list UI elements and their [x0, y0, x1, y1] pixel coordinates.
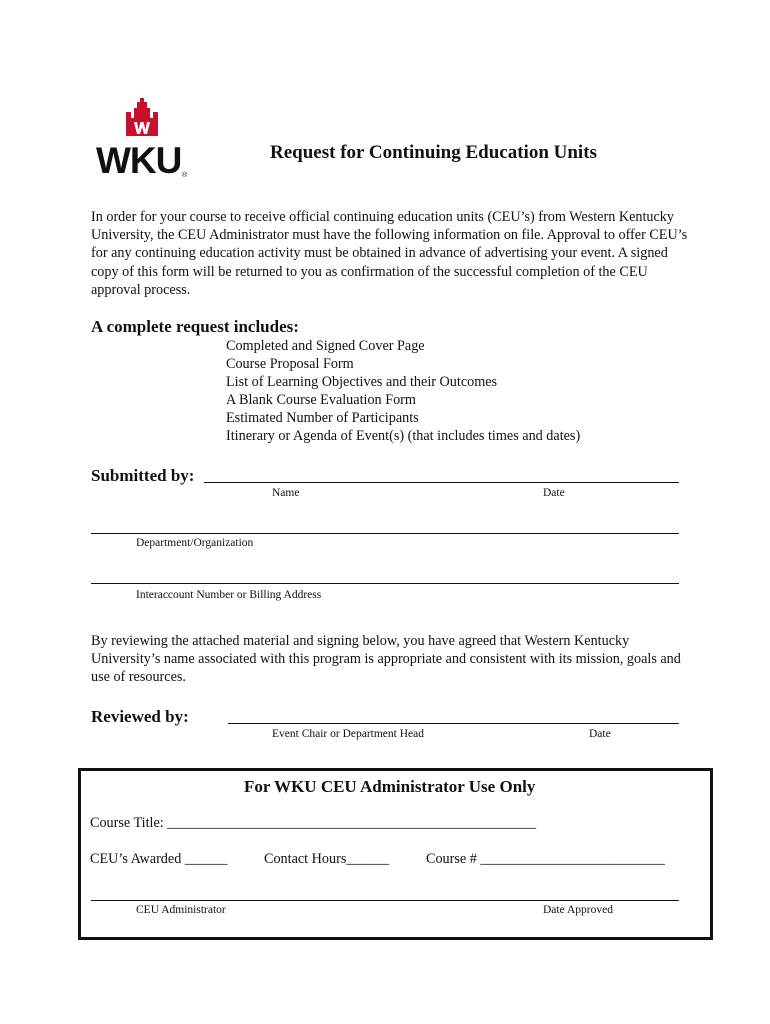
department-line[interactable]	[91, 533, 679, 534]
contact-hours-field[interactable]: Contact Hours______	[264, 851, 389, 867]
admin-title: For WKU CEU Administrator Use Only	[244, 777, 536, 796]
submitted-by-label: Submitted by:	[91, 466, 195, 485]
list-item: Completed and Signed Cover Page	[226, 338, 425, 354]
admin-signature-line[interactable]	[91, 900, 679, 901]
logo-wordmark: WKU	[96, 140, 182, 181]
billing-caption: Interaccount Number or Billing Address	[136, 589, 322, 601]
department-caption: Department/Organization	[136, 537, 254, 549]
list-item: Itinerary or Agenda of Event(s) (that includes times and dates)	[226, 428, 581, 445]
wku-logo	[96, 98, 192, 184]
registered-mark: ®	[182, 172, 188, 179]
agreement-paragraph: By reviewing the attached material and signing below, you have agreed that Western Kentucky University’s name associated with this program is appropriate and consistent with its mission, goals and use of resources.	[91, 633, 681, 686]
intro-paragraph: In order for your course to receive official continuing education units (CEU’s) from Western Kentucky University, the CEU Administrator must have the following information on file. Approval to offer CEU’s for any continuing education activity must be obtained in advance of advertising your event. A signed copy of this form will be returned to you as confirmation of the successful completion of the CEU approval process.	[91, 209, 688, 298]
reviewed-signature-line[interactable]	[228, 723, 679, 724]
list-item: List of Learning Objectives and their Outcomes	[226, 374, 498, 391]
name-caption: Name	[272, 487, 300, 499]
list-item: Estimated Number of Participants	[226, 410, 419, 427]
page-title: Request for Continuing Education Units	[270, 142, 597, 163]
date-caption: Date	[543, 487, 565, 499]
request-list	[226, 337, 580, 446]
wku-tower-icon	[126, 98, 158, 136]
submitted-signature-line[interactable]	[204, 482, 679, 483]
list-item: A Blank Course Evaluation Form	[226, 392, 416, 409]
course-number-field[interactable]: Course # __________________________	[426, 851, 665, 867]
list-item: Course Proposal Form	[226, 356, 354, 373]
reviewed-by-label: Reviewed by:	[91, 707, 189, 726]
chair-caption: Event Chair or Department Head	[272, 728, 424, 740]
date-approved-caption: Date Approved	[543, 904, 613, 916]
reviewed-date-caption: Date	[589, 728, 611, 740]
administrator-caption: CEU Administrator	[136, 904, 226, 916]
billing-line[interactable]	[91, 583, 679, 584]
ceus-awarded-field[interactable]: CEU’s Awarded ______	[90, 851, 228, 867]
request-heading: A complete request includes:	[91, 317, 299, 336]
course-title-field[interactable]: Course Title: ____________________________________________________	[90, 815, 537, 831]
